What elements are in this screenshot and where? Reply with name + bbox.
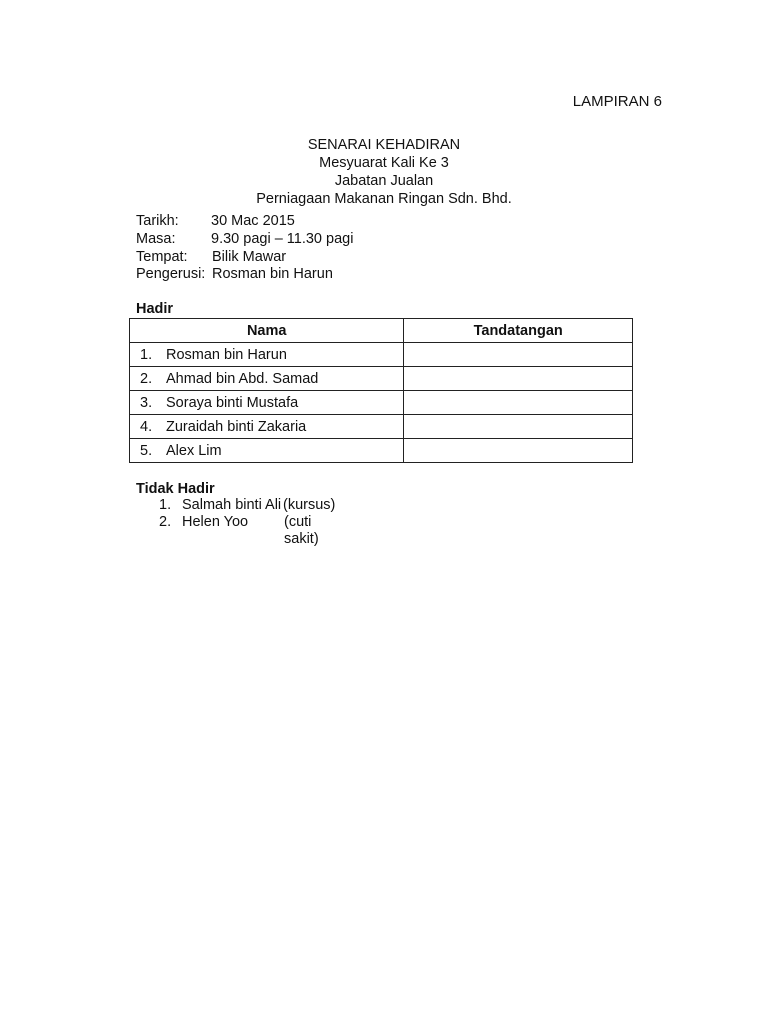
- department-label: Jabatan Jualan: [334, 173, 434, 189]
- attendee-name: Rosman bin Harun: [166, 346, 287, 363]
- signature-cell[interactable]: [404, 343, 633, 367]
- date-value: 30 Mac 2015: [211, 213, 295, 229]
- absent-section-title: Tidak Hadir: [136, 481, 215, 497]
- time-label: Masa:: [136, 231, 176, 247]
- appendix-label: LAMPIRAN 6: [572, 93, 662, 110]
- chair-label: Pengerusi:: [136, 266, 206, 282]
- meeting-label: Mesyuarat Kali Ke 3: [319, 155, 449, 171]
- present-section-title: Hadir: [136, 301, 174, 317]
- signature-cell[interactable]: [404, 367, 633, 391]
- attendee-cell: [130, 367, 404, 391]
- table-row: [130, 415, 633, 439]
- row-number: 2.: [140, 370, 153, 387]
- signature-cell[interactable]: [404, 415, 633, 439]
- absent-list: [159, 497, 336, 547]
- name-column-header: Nama: [130, 319, 404, 343]
- table-row: [130, 439, 633, 463]
- document-heading: [0, 136, 768, 208]
- list-item: [159, 514, 319, 547]
- attendee-name: Zuraidah binti Zakaria: [166, 418, 307, 435]
- list-item: [159, 497, 336, 514]
- time-value: 9.30 pagi – 11.30 pagi: [211, 231, 354, 247]
- absent-reason: (cuti sakit): [284, 514, 319, 547]
- absent-number: 2.: [159, 514, 172, 530]
- attendee-cell: [130, 439, 404, 463]
- row-number: 1.: [140, 346, 153, 363]
- absent-number: 1.: [159, 497, 172, 513]
- row-number: 5.: [140, 442, 153, 459]
- table-header-row: [130, 319, 633, 343]
- signature-cell[interactable]: [404, 391, 633, 415]
- table-row: [130, 391, 633, 415]
- attendee-name: Ahmad bin Abd. Samad: [166, 370, 319, 387]
- company-label: Perniagaan Makanan Ringan Sdn. Bhd.: [256, 191, 512, 207]
- table-row: [130, 367, 633, 391]
- row-number: 4.: [140, 418, 153, 435]
- date-label: Tarikh:: [136, 213, 179, 229]
- absent-name: Helen Yoo: [182, 514, 249, 530]
- attendance-table: [129, 318, 633, 463]
- table-row: [130, 343, 633, 367]
- attendee-cell: [130, 415, 404, 439]
- attendee-cell: [130, 391, 404, 415]
- place-value: Bilik Mawar: [212, 249, 287, 265]
- place-label: Tempat:: [136, 249, 188, 265]
- document-title: SENARAI KEHADIRAN: [307, 137, 461, 153]
- attendee-name: Alex Lim: [166, 442, 222, 459]
- row-number: 3.: [140, 394, 153, 411]
- signature-cell[interactable]: [404, 439, 633, 463]
- absent-reason: (kursus): [283, 497, 336, 513]
- absent-name: Salmah binti Ali: [182, 497, 282, 513]
- chair-value: Rosman bin Harun: [212, 266, 333, 282]
- attendee-name: Soraya binti Mustafa: [166, 394, 299, 411]
- attendee-cell: [130, 343, 404, 367]
- signature-column-header: Tandatangan: [404, 319, 633, 343]
